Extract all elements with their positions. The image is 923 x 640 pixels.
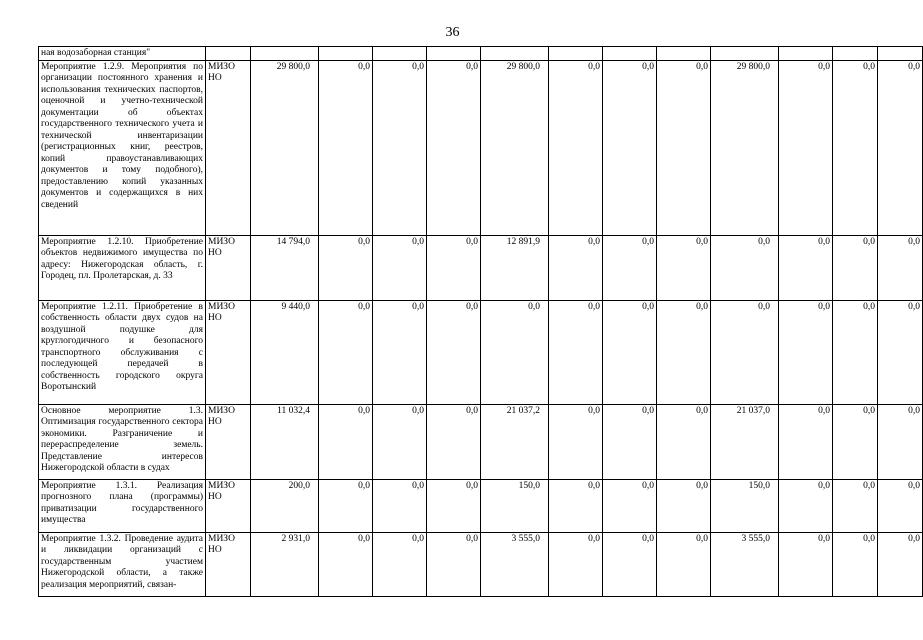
table-row — [39, 47, 923, 61]
value-cell: 0,0 — [373, 235, 427, 300]
value-cell: 0,0 — [779, 60, 833, 235]
executor-cell: МИЗО НО — [206, 300, 251, 404]
value-cell: 0,0 — [319, 404, 373, 479]
activity-description-cell: Мероприятие 1.3.2. Проведение аудита и ликвидации организаций с государственным участием Нижегородской области, а также реализация мероприятий, связан- — [39, 532, 206, 596]
value-cell: 0,0 — [481, 300, 549, 404]
value-cell: 0,0 — [549, 60, 603, 235]
value-cell: 0,0 — [878, 60, 923, 235]
activity-description-cell: Мероприятие 1.2.10. Приобретение объектов недвижимого имущества по адресу: Нижегородская область, г. Городец, пл. Пролетарская, д. 33 — [39, 235, 206, 300]
executor-cell: МИЗО НО — [206, 404, 251, 479]
value-cell: 0,0 — [373, 532, 427, 596]
table-row — [39, 404, 923, 479]
value-cell: 21 037,0 — [711, 404, 779, 479]
value-cell: 0,0 — [833, 235, 878, 300]
executor-cell — [206, 47, 251, 61]
value-cell: 0,0 — [427, 479, 481, 532]
table-row — [39, 532, 923, 596]
value-cell: 0,0 — [319, 60, 373, 235]
value-cell: 0,0 — [779, 300, 833, 404]
value-cell: 0,0 — [833, 404, 878, 479]
value-cell: 0,0 — [711, 235, 779, 300]
value-cell: 29 800,0 — [481, 60, 549, 235]
value-cell: 0,0 — [833, 60, 878, 235]
value-cell — [779, 47, 833, 61]
value-cell: 0,0 — [603, 479, 657, 532]
budget-table — [38, 46, 923, 597]
value-cell: 0,0 — [603, 300, 657, 404]
table-row — [39, 60, 923, 235]
value-cell: 0,0 — [427, 235, 481, 300]
value-cell: 0,0 — [319, 532, 373, 596]
value-cell — [481, 47, 549, 61]
value-cell: 0,0 — [657, 532, 711, 596]
value-cell: 0,0 — [603, 60, 657, 235]
value-cell: 0,0 — [549, 479, 603, 532]
value-cell: 0,0 — [657, 404, 711, 479]
value-cell: 0,0 — [603, 532, 657, 596]
value-cell — [833, 47, 878, 61]
value-cell: 0,0 — [373, 404, 427, 479]
value-cell: 3 555,0 — [481, 532, 549, 596]
value-cell: 150,0 — [481, 479, 549, 532]
value-cell: 0,0 — [779, 235, 833, 300]
value-cell: 0,0 — [833, 479, 878, 532]
value-cell: 0,0 — [878, 479, 923, 532]
value-cell: 29 800,0 — [251, 60, 319, 235]
value-cell: 12 891,9 — [481, 235, 549, 300]
value-cell — [549, 47, 603, 61]
value-cell: 0,0 — [833, 300, 878, 404]
executor-cell: МИЗО НО — [206, 235, 251, 300]
executor-cell: МИЗО НО — [206, 60, 251, 235]
activity-description-cell: Основное мероприятие 1.3. Оптимизация государственного сектора экономики. Разграничение и перераспределение земель. Представление интересов Нижегородской области в судах — [39, 404, 206, 479]
value-cell: 0,0 — [549, 404, 603, 479]
value-cell: 150,0 — [711, 479, 779, 532]
value-cell: 0,0 — [657, 300, 711, 404]
value-cell — [251, 47, 319, 61]
value-cell: 0,0 — [549, 235, 603, 300]
value-cell: 21 037,2 — [481, 404, 549, 479]
value-cell: 0,0 — [373, 300, 427, 404]
value-cell: 0,0 — [427, 532, 481, 596]
value-cell — [878, 47, 923, 61]
value-cell: 11 032,4 — [251, 404, 319, 479]
value-cell: 0,0 — [549, 300, 603, 404]
value-cell: 0,0 — [878, 235, 923, 300]
value-cell: 0,0 — [657, 479, 711, 532]
value-cell: 0,0 — [603, 235, 657, 300]
activity-description-cell: ная водозаборная станция" — [39, 47, 206, 61]
value-cell — [373, 47, 427, 61]
value-cell: 0,0 — [427, 300, 481, 404]
value-cell: 200,0 — [251, 479, 319, 532]
value-cell: 0,0 — [319, 300, 373, 404]
value-cell: 29 800,0 — [711, 60, 779, 235]
executor-cell: МИЗО НО — [206, 479, 251, 532]
value-cell: 0,0 — [319, 235, 373, 300]
value-cell — [319, 47, 373, 61]
activity-description-cell: Мероприятие 1.3.1. Реализация прогнозного плана (программы) приватизации государственного имущества — [39, 479, 206, 532]
value-cell: 0,0 — [427, 60, 481, 235]
value-cell: 0,0 — [878, 300, 923, 404]
value-cell: 0,0 — [779, 404, 833, 479]
value-cell: 0,0 — [657, 60, 711, 235]
value-cell: 0,0 — [427, 404, 481, 479]
value-cell — [657, 47, 711, 61]
executor-cell: МИЗО НО — [206, 532, 251, 596]
page-number: 36 — [445, 25, 460, 40]
value-cell — [427, 47, 481, 61]
value-cell — [711, 47, 779, 61]
value-cell: 2 931,0 — [251, 532, 319, 596]
value-cell: 0,0 — [373, 60, 427, 235]
value-cell: 0,0 — [657, 235, 711, 300]
value-cell: 0,0 — [878, 404, 923, 479]
value-cell: 0,0 — [603, 404, 657, 479]
activity-description-cell: Мероприятие 1.2.11. Приобретение в собственность области двух судов на воздушной подушке для круглогодичного и безопасного транспортного обслуживания с последующей передачей в собственность городского округа Воротынский — [39, 300, 206, 404]
value-cell: 9 440,0 — [251, 300, 319, 404]
value-cell — [603, 47, 657, 61]
value-cell: 0,0 — [549, 532, 603, 596]
value-cell: 0,0 — [711, 300, 779, 404]
activity-description-cell: Мероприятие 1.2.9. Мероприятия по организации постоянного хранения и использования технических паспортов, оценочной и учетно-технической документации об объектах государственного технического учета и технической инвентаризации (регистрационных книг, реестров, копий правоустанавливающих документов и тому подобного), предоставлению копий указанных документов и содержащихся в них сведений — [39, 60, 206, 235]
value-cell: 0,0 — [833, 532, 878, 596]
value-cell: 14 794,0 — [251, 235, 319, 300]
value-cell: 0,0 — [779, 532, 833, 596]
value-cell: 0,0 — [779, 479, 833, 532]
value-cell: 0,0 — [373, 479, 427, 532]
value-cell: 3 555,0 — [711, 532, 779, 596]
table-row — [39, 300, 923, 404]
table-row — [39, 235, 923, 300]
table-body — [39, 47, 923, 597]
value-cell: 0,0 — [319, 479, 373, 532]
value-cell: 0,0 — [878, 532, 923, 596]
table-row — [39, 479, 923, 532]
